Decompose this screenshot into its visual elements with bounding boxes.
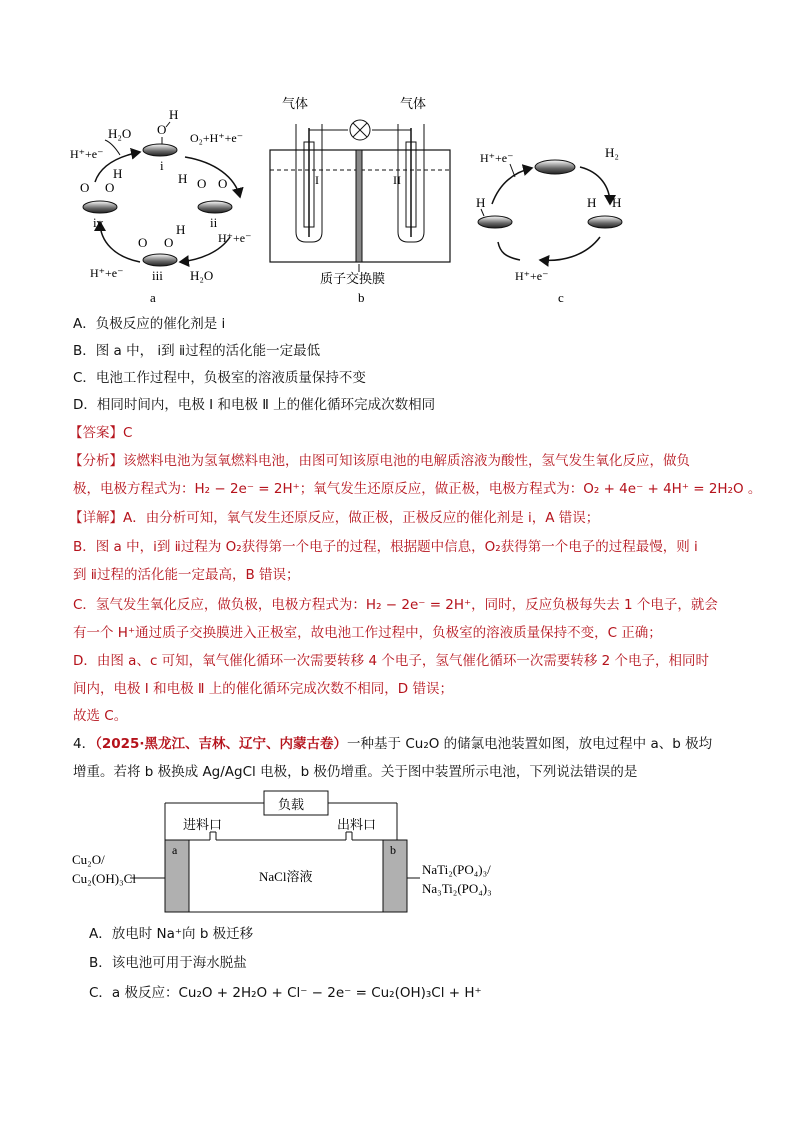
detail-line-7: 间内，电极 Ⅰ 和电极 Ⅱ 上的催化循环完成次数不相同，D 错误； bbox=[73, 681, 453, 697]
svg-text:O: O bbox=[138, 235, 148, 250]
svg-text:H: H bbox=[476, 195, 486, 210]
catalyst-ii-disc bbox=[198, 201, 232, 213]
analysis-line-1: 【分析】该燃料电池为氢氧燃料电池，由图可知该原电池的电解质溶液为酸性，氢气发生氧化反应，做负 bbox=[69, 453, 690, 469]
right-material-2: Na₃Ti₂(PO₄)₃ bbox=[422, 881, 492, 896]
detail-line-2: B．图 a 中，ⅰ到 ⅱ过程为 O₂获得第一个电子的过程，根据题中信息，O₂获得第一个电子的过程最慢，则 ⅰ bbox=[73, 539, 698, 555]
q4-source: （2025·黑龙江、吉林、辽宁、内蒙古卷） bbox=[95, 736, 348, 752]
c-hp-e-top: H⁺+e⁻ bbox=[480, 151, 514, 165]
label-h2o-bottom: H₂O bbox=[190, 268, 214, 283]
panel-a bbox=[70, 107, 251, 305]
option-c: C．电池工作过程中，负极室的溶液质量保持不变 bbox=[73, 370, 366, 386]
option-a: A．负极反应的催化剂是 ⅰ bbox=[73, 316, 226, 332]
label-hp-e-bottom: H⁺+e⁻ bbox=[90, 266, 124, 280]
panel-c bbox=[476, 145, 622, 305]
figure-fuel-cell bbox=[60, 92, 660, 312]
svg-text:O: O bbox=[80, 180, 90, 195]
outlet-label: 出料口 bbox=[337, 817, 377, 832]
svg-text:H: H bbox=[587, 195, 597, 210]
label-i: i bbox=[160, 158, 164, 173]
electrode-b-label: b bbox=[390, 843, 396, 857]
q4-stem: 一种基于 Cu₂O 的储氯电池装置如图，放电过程中 a、b 极均 bbox=[347, 736, 713, 752]
left-material-2: Cu₂(OH)₃Cl bbox=[72, 871, 136, 886]
caption-a: a bbox=[150, 290, 156, 305]
svg-text:H: H bbox=[176, 222, 186, 237]
detail-line-4: C．氢气发生氧化反应，做负极，电极方程式为：H₂ − 2e⁻ = 2H⁺，同时，反应负极每失去 1 个电子，就会 bbox=[73, 597, 718, 613]
detail-line-8: 故选 C。 bbox=[73, 708, 128, 724]
gas-left-label: 气体 bbox=[282, 96, 309, 111]
q4-option-b: B．该电池可用于海水脱盐 bbox=[89, 955, 247, 971]
option-d: D．相同时间内，电极 Ⅰ 和电极 Ⅱ 上的催化循环完成次数相同 bbox=[73, 397, 436, 413]
caption-c: c bbox=[558, 290, 564, 305]
c-h2: H₂ bbox=[605, 145, 619, 160]
detail-line-6: D．由图 a、c 可知，氧气催化循环一次需要转移 4 个电子，氢气催化循环一次需要转移 2 个电子，相同时 bbox=[73, 653, 710, 669]
proton-exchange-membrane bbox=[356, 150, 362, 262]
svg-text:O: O bbox=[105, 180, 115, 195]
gas-right-label: 气体 bbox=[400, 96, 427, 111]
c-hp-e-bottom: H⁺+e⁻ bbox=[515, 269, 549, 283]
svg-text:O: O bbox=[197, 176, 207, 191]
label-iv: iv bbox=[93, 215, 104, 230]
svg-text:O: O bbox=[218, 176, 228, 191]
svg-text:H: H bbox=[178, 171, 188, 186]
membrane-label: 质子交换膜 bbox=[320, 271, 386, 286]
electrode-2-label: II bbox=[393, 173, 401, 187]
q4-stem-line-2: 增重。若将 b 极换成 Ag/AgCl 电极，b 极仍增重。关于图中装置所示电池，下列说法错误的是 bbox=[73, 764, 638, 780]
caption-b: b bbox=[358, 290, 365, 305]
analysis-line-2: 极，电极方程式为：H₂ − 2e⁻ = 2H⁺；氧气发生还原反应，做正极，电极方程式为：O₂ + 4e⁻ + 4H⁺ = 2H₂O 。 bbox=[73, 481, 762, 497]
q4-option-a: A．放电时 Na⁺向 b 极迁移 bbox=[89, 926, 254, 942]
label-iii: iii bbox=[152, 268, 163, 283]
solution-label: NaCl溶液 bbox=[259, 869, 313, 884]
label-h2o-top: H₂O bbox=[108, 126, 132, 141]
panel-b bbox=[270, 96, 450, 305]
label-o2-hp-e: O₂+H⁺+e⁻ bbox=[190, 131, 244, 145]
inlet-label: 进料口 bbox=[183, 817, 223, 832]
answer: 【答案】C bbox=[69, 425, 133, 441]
catalyst-i-disc bbox=[143, 144, 177, 156]
right-material-1: NaTi₂(PO₄)₃/ bbox=[422, 862, 491, 877]
figure-battery bbox=[70, 790, 530, 915]
electrode-a-label: a bbox=[172, 843, 178, 857]
catalyst-iv-disc bbox=[83, 201, 117, 213]
atom-h-i: H bbox=[169, 107, 179, 122]
catalyst-iii-disc bbox=[143, 254, 177, 266]
q4-option-c: C．a 极反应：Cu₂O + 2H₂O + Cl⁻ − 2e⁻ = Cu₂(OH)₃Cl + H⁺ bbox=[89, 985, 482, 1001]
label-hp-e-left: H⁺+e⁻ bbox=[70, 147, 104, 161]
label-hp-e-right: H⁺+e⁻ bbox=[218, 231, 252, 245]
left-material-1: Cu₂O/ bbox=[72, 852, 105, 867]
electrode-1-label: I bbox=[315, 173, 319, 187]
svg-text:H: H bbox=[113, 166, 123, 181]
load-label: 负载 bbox=[278, 797, 305, 812]
detail-line-3: 到 ⅱ过程的活化能一定最高，B 错误； bbox=[73, 567, 300, 583]
option-b: B．图 a 中， ⅰ到 ⅱ过程的活化能一定最低 bbox=[73, 343, 321, 359]
svg-text:H: H bbox=[612, 195, 622, 210]
atom-o-i: O bbox=[157, 122, 167, 137]
label-ii: ii bbox=[210, 215, 218, 230]
q4-number: 4． bbox=[73, 736, 96, 752]
svg-text:O: O bbox=[164, 235, 174, 250]
detail-line-5: 有一个 H⁺通过质子交换膜进入正极室，故电池工作过程中，负极室的溶液质量保持不变，C 正确； bbox=[73, 625, 662, 641]
detail-line-1: 【详解】A．由分析可知，氧气发生还原反应，做正极，正极反应的催化剂是 ⅰ，A 错误； bbox=[69, 510, 600, 526]
q4-stem-line-1 bbox=[73, 734, 712, 754]
